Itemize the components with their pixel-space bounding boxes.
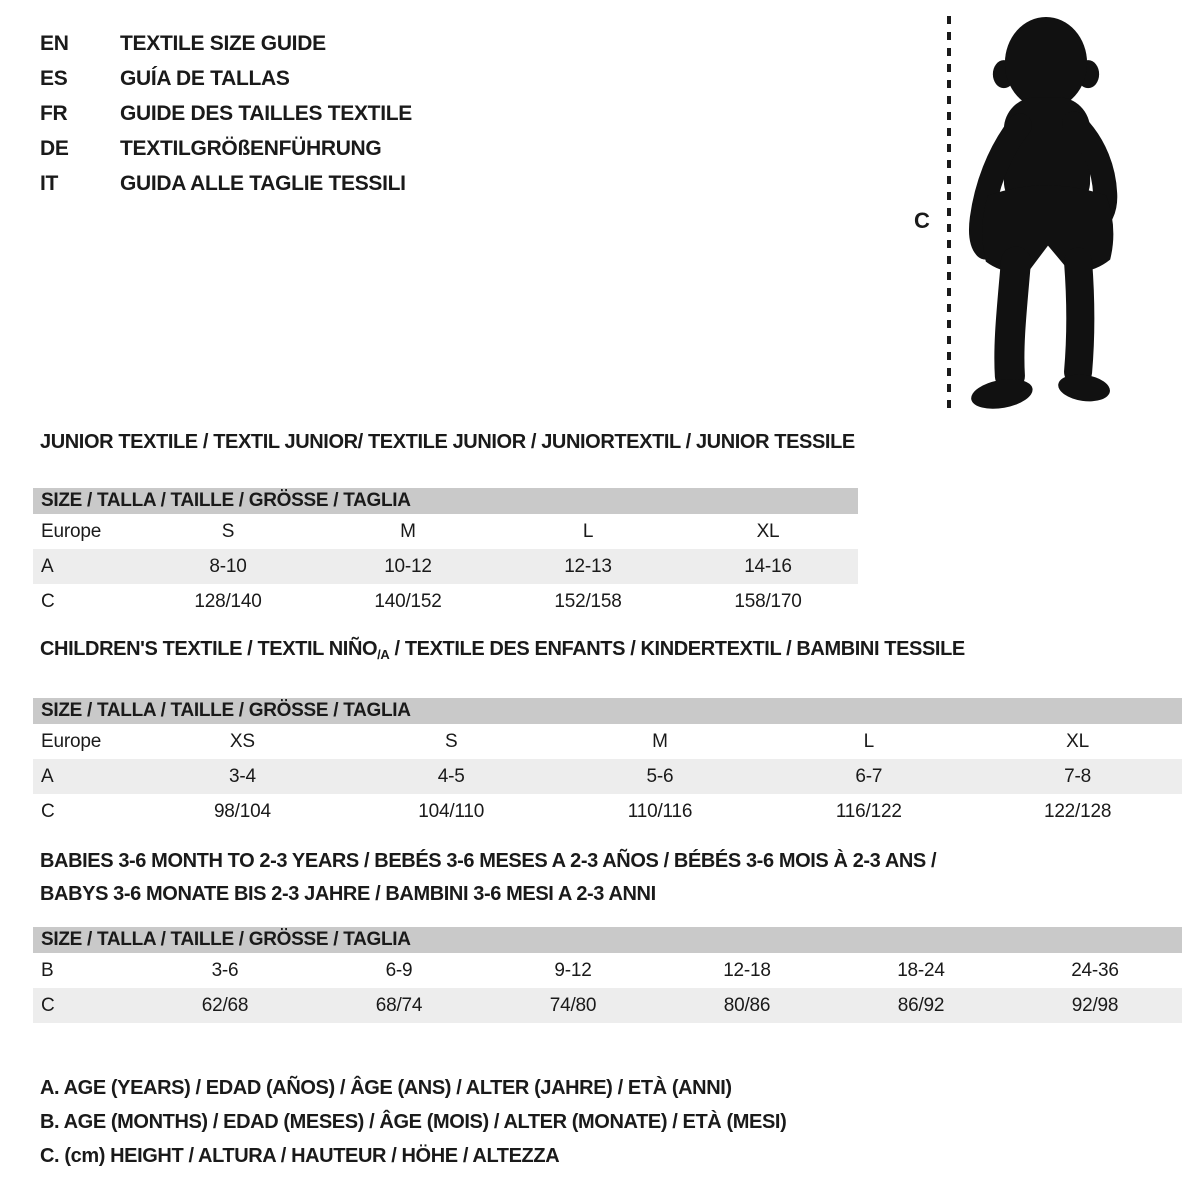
table-cell: XL [756, 520, 780, 542]
table-cell: 80/86 [723, 994, 771, 1016]
row-label: C [41, 800, 55, 822]
size-header-band: SIZE / TALLA / TAILLE / GRÖSSE / TAGLIA [33, 488, 858, 514]
table-cell: 110/116 [627, 800, 693, 822]
row-label: A [41, 765, 54, 787]
children-textile-section [33, 637, 1182, 829]
language-guide-title: TEXTILGRÖßENFÜHRUNG [120, 137, 382, 160]
table-cell: 8-10 [209, 555, 247, 577]
table-cell: S [221, 520, 235, 542]
babies-section-title-line1: BABIES 3-6 MONTH TO 2-3 YEARS / BEBÉS 3-6 MESES A 2-3 AÑOS / BÉBÉS 3-6 MOIS À 2-3 ANS / [40, 850, 937, 872]
language-code: DE [40, 137, 69, 160]
size-header-band: SIZE / TALLA / TAILLE / GRÖSSE / TAGLIA [33, 927, 1182, 953]
table-row [33, 724, 1182, 759]
table-cell: 3-6 [211, 959, 239, 981]
measurement-legend [40, 1071, 786, 1173]
table-cell: XL [1066, 730, 1090, 752]
row-label: B [41, 959, 54, 981]
children-section-title [33, 637, 1182, 667]
table-cell: L [582, 520, 594, 542]
table-row [33, 759, 1182, 794]
size-header-band: SIZE / TALLA / TAILLE / GRÖSSE / TAGLIA [33, 698, 1182, 724]
table-cell: 5-6 [646, 765, 674, 787]
table-cell: M [652, 730, 668, 752]
language-guide-title: GUIDA ALLE TAGLIE TESSILI [120, 172, 406, 195]
table-cell: 3-4 [228, 765, 256, 787]
legend-line: C. (cm) HEIGHT / ALTURA / HAUTEUR / HÖHE / ALTEZZA [40, 1145, 560, 1167]
junior-textile-section [33, 430, 858, 619]
children-table [33, 724, 1182, 829]
height-measure-dashed-line [947, 16, 951, 416]
table-cell: 158/170 [734, 590, 802, 612]
table-row [33, 953, 1182, 988]
table-cell: XS [229, 730, 255, 752]
table-cell: 10-12 [384, 555, 432, 577]
language-row [40, 96, 412, 131]
language-guide-title: GUIDE DES TAILLES TEXTILE [120, 102, 412, 125]
table-cell: 152/158 [554, 590, 622, 612]
table-cell: 140/152 [374, 590, 442, 612]
table-cell: 9-12 [554, 959, 592, 981]
language-row [40, 166, 412, 201]
table-cell: 6-7 [855, 765, 883, 787]
toddler-silhouette-icon [956, 13, 1144, 419]
table-cell: S [444, 730, 458, 752]
table-cell: 116/122 [835, 800, 902, 822]
language-title-list [40, 26, 412, 201]
table-cell: 12-18 [723, 959, 771, 981]
table-cell: 6-9 [385, 959, 413, 981]
table-cell: 7-8 [1064, 765, 1092, 787]
babies-table [33, 953, 1182, 1023]
table-cell: M [400, 520, 416, 542]
table-cell: 92/98 [1071, 994, 1119, 1016]
row-label: Europe [41, 520, 102, 542]
table-cell: 86/92 [897, 994, 945, 1016]
table-cell: 18-24 [897, 959, 945, 981]
language-code: FR [40, 102, 68, 125]
row-label: C [41, 994, 55, 1016]
table-cell: 12-13 [564, 555, 612, 577]
table-row [33, 988, 1182, 1023]
table-row [33, 549, 858, 584]
table-cell: 14-16 [744, 555, 792, 577]
babies-textile-section [33, 845, 1182, 1023]
table-cell: 62/68 [201, 994, 249, 1016]
row-label: Europe [41, 730, 102, 752]
table-cell: 98/104 [213, 800, 271, 822]
table-row [33, 514, 858, 549]
language-guide-title: TEXTILE SIZE GUIDE [120, 32, 326, 55]
junior-section-title: JUNIOR TEXTILE / TEXTIL JUNIOR/ TEXTILE JUNIOR / JUNIORTEXTIL / JUNIOR TESSILE [40, 431, 855, 453]
table-cell: 122/128 [1043, 800, 1112, 822]
table-cell: 128/140 [194, 590, 262, 612]
legend-line: B. AGE (MONTHS) / EDAD (MESES) / ÂGE (MOIS) / ALTER (MONATE) / ETÀ (MESI) [40, 1111, 787, 1133]
row-label: C [41, 590, 55, 612]
height-measure-label: C [914, 208, 930, 233]
language-code: EN [40, 32, 69, 55]
language-guide-title: GUÍA DE TALLAS [120, 67, 290, 90]
language-row [40, 61, 412, 96]
table-cell: 104/110 [418, 800, 485, 822]
row-label: A [41, 555, 54, 577]
table-row [33, 794, 1182, 829]
children-title-suffix: /A [377, 647, 390, 662]
junior-table [33, 514, 858, 619]
table-cell: 74/80 [549, 994, 597, 1016]
language-row [40, 26, 412, 61]
children-title-rest: / TEXTILE DES ENFANTS / KINDERTEXTIL / BAMBINI TESSILE [389, 638, 965, 660]
language-code: IT [40, 172, 59, 195]
table-cell: 24-36 [1071, 959, 1119, 981]
children-title-main: CHILDREN'S TEXTILE / TEXTIL NIÑO [40, 638, 378, 660]
legend-line: A. AGE (YEARS) / EDAD (AÑOS) / ÂGE (ANS) / ALTER (JAHRE) / ETÀ (ANNI) [40, 1077, 732, 1099]
table-cell: L [863, 730, 874, 752]
table-cell: 4-5 [437, 765, 465, 787]
babies-section-title-line2: BABYS 3-6 MONATE BIS 2-3 JAHRE / BAMBINI 3-6 MESI A 2-3 ANNI [40, 883, 656, 905]
language-row [40, 131, 412, 166]
table-cell: 68/74 [375, 994, 423, 1016]
table-row [33, 584, 858, 619]
language-code: ES [40, 67, 68, 90]
